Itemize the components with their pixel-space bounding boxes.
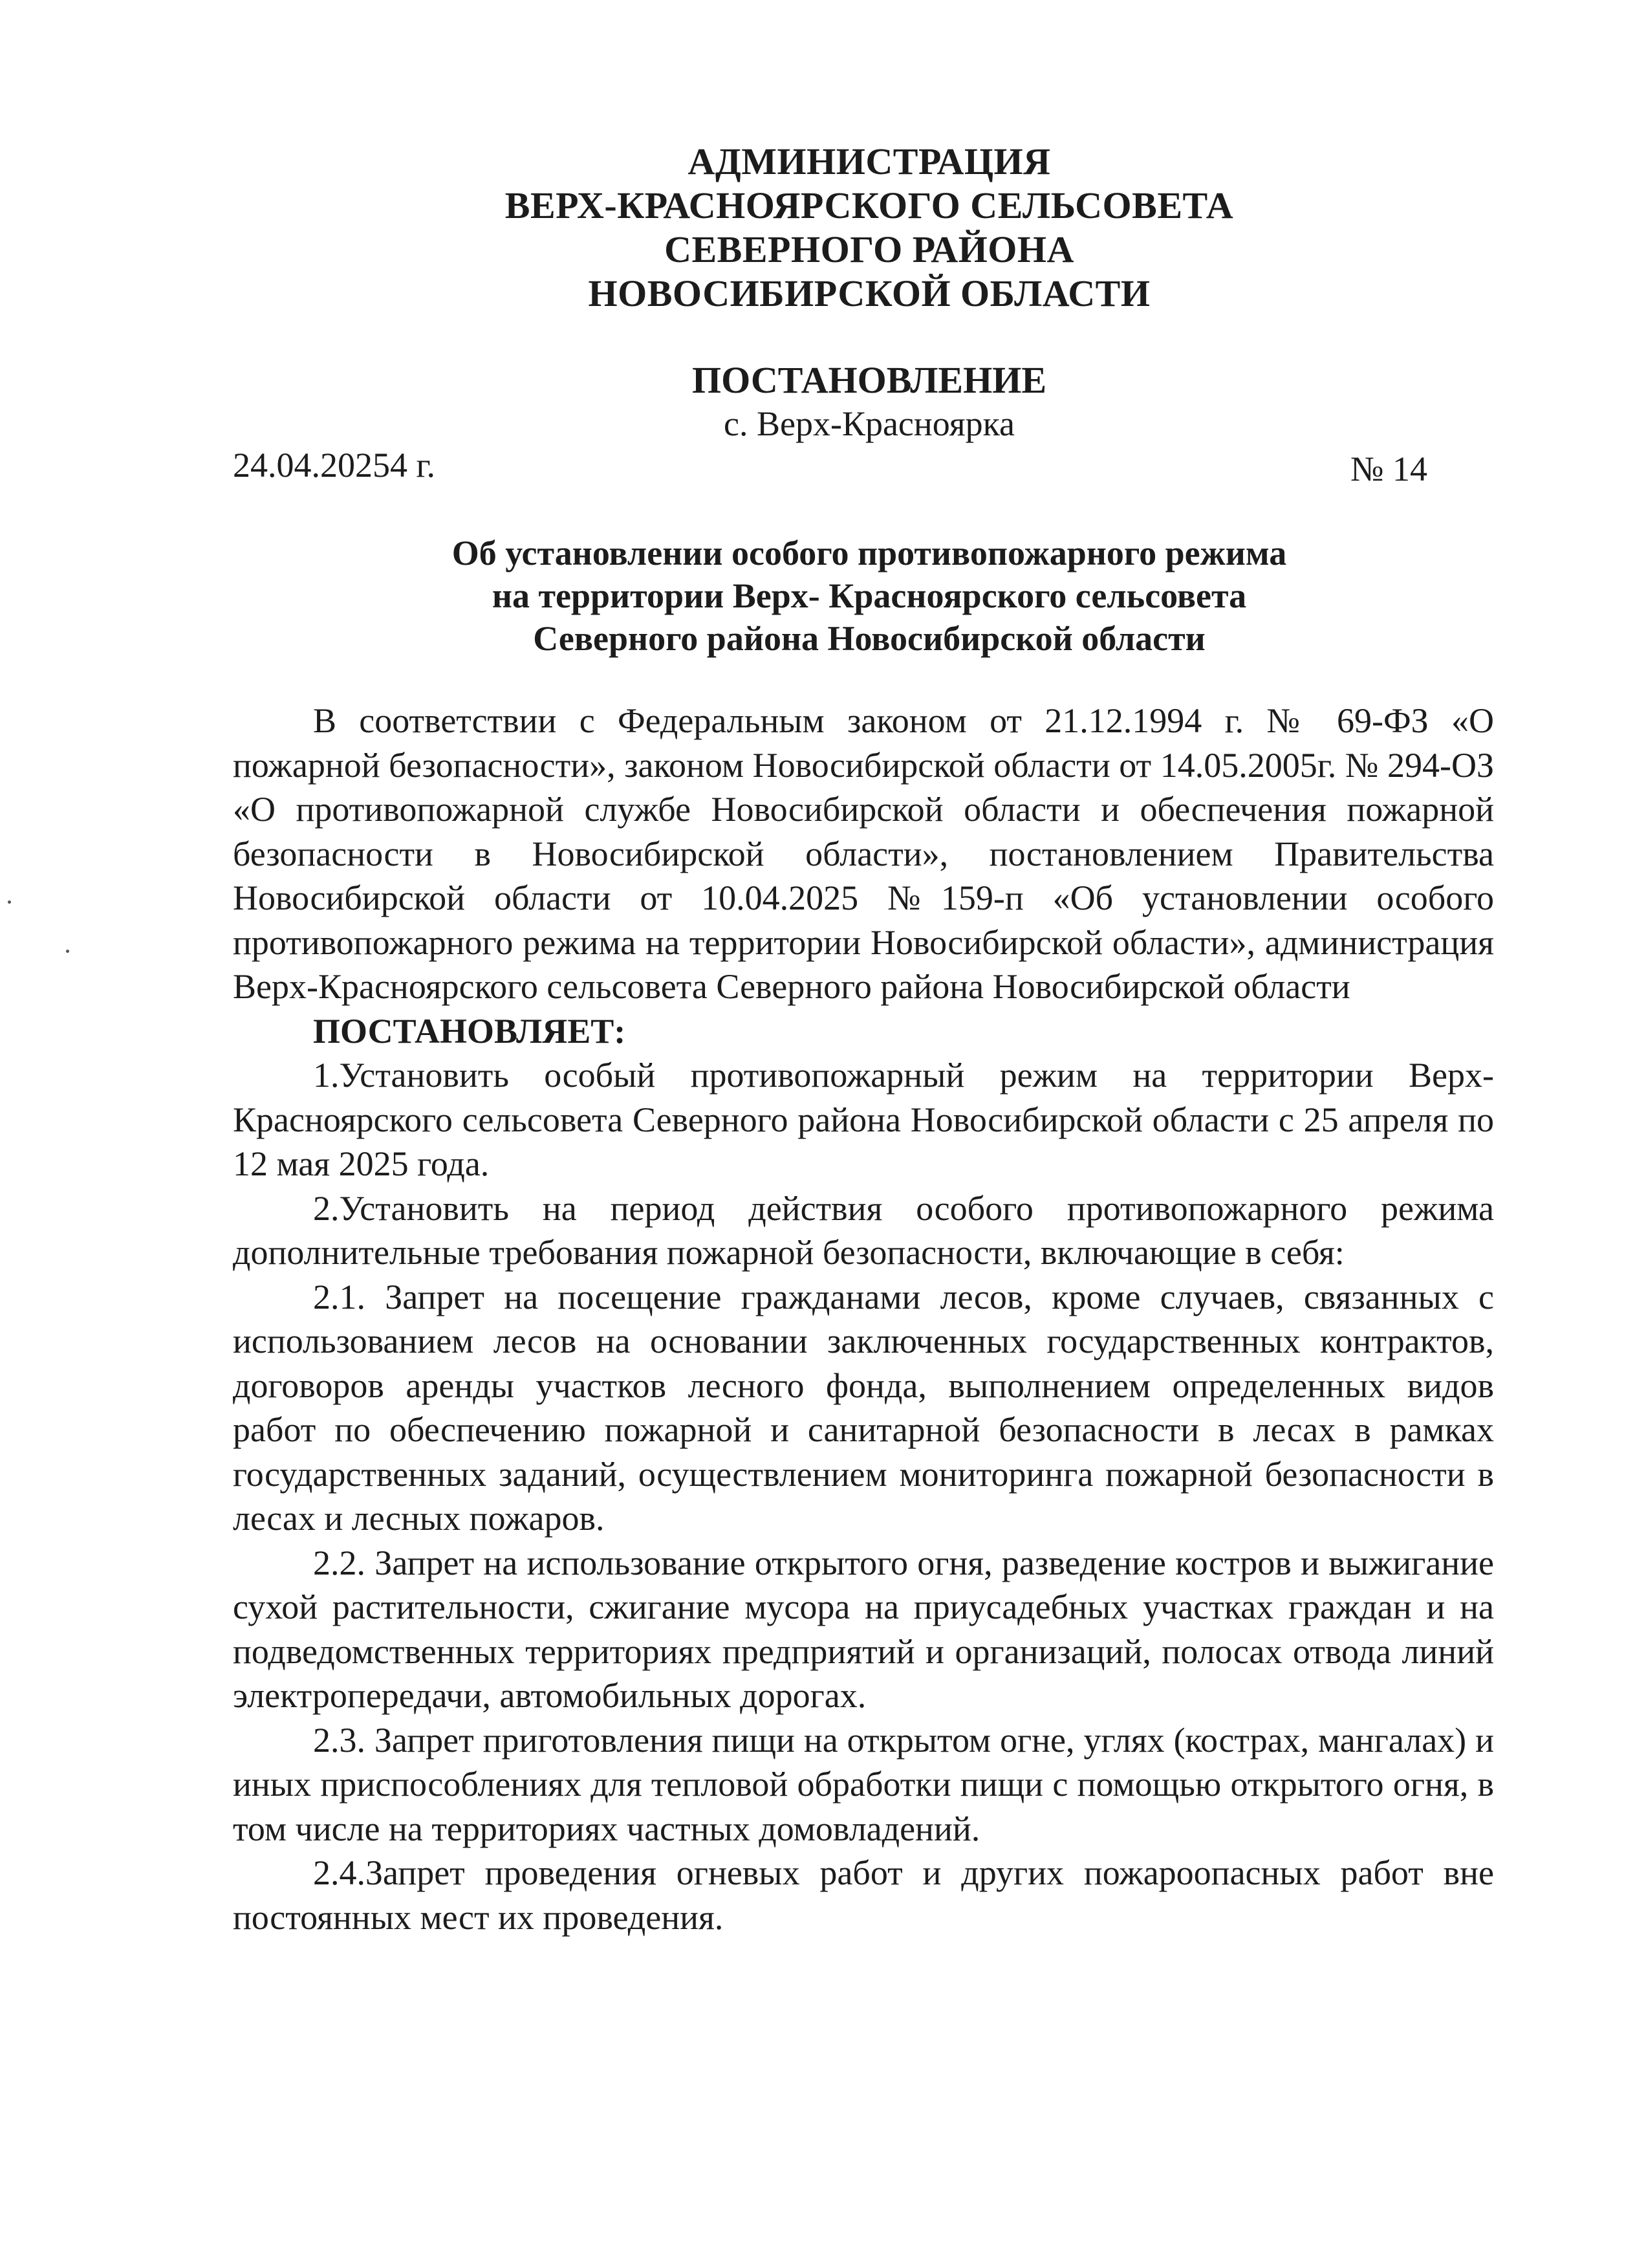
title-line-2: на территории Верх- Красноярского сельсовета <box>492 576 1247 615</box>
header-line-district: СЕВЕРНОГО РАЙОНА <box>664 228 1074 270</box>
title-line-1: Об установлении особого противопожарного режима <box>451 534 1287 572</box>
document-body <box>233 699 1494 1939</box>
document-type-label: ПОСТАНОВЛЕНИЕ <box>691 359 1047 401</box>
title-line-3: Северного района Новосибирской области <box>533 619 1206 658</box>
organization-header <box>0 140 1635 316</box>
header-line-council: ВЕРХ-КРАСНОЯРСКОГО СЕЛЬСОВЕТА <box>504 184 1234 226</box>
item-2-paragraph: 2.Установить на период действия особого противопожарного режима дополнительные требования пожарной безопасности, включающие в себя: <box>233 1188 1494 1272</box>
item-2-3-paragraph: 2.3. Запрет приготовления пищи на открытом огне, углях (кострах, мангалах) и иных приспособлениях для тепловой обработки пищи с помощью открытого огня, в том числе на территориях частных домовладений. <box>233 1720 1494 1848</box>
document-place-label: с. Верх-Красноярка <box>724 404 1015 443</box>
document-place <box>0 402 1635 445</box>
decree-heading: ПОСТАНОВЛЯЕТ: <box>313 1011 626 1051</box>
item-1-paragraph: 1.Установить особый противопожарный режим на территории Верх-Красноярского сельсовета Северного района Новосибирской области с 25 апреля по 12 мая 2025 года. <box>233 1056 1494 1183</box>
scan-speck <box>66 950 69 953</box>
item-2-1-paragraph: 2.1. Запрет на посещение гражданами лесов, кроме случаев, связанных с использованием лесов на основании заключенных государственных контрактов, договоров аренды участков лесного фонда, выполнением определенных видов работ по обеспечению пожарной и санитарной безопасности в лесах в рамках государственных заданий, осуществлением мониторинга пожарной безопасности в лесах и лесных пожаров. <box>233 1277 1494 1538</box>
item-2-2-paragraph: 2.2. Запрет на использование открытого огня, разведение костров и выжигание сухой растительности, сжигание мусора на приусадебных участках граждан и на подведомственных территориях предприятий и организаций, полосах отвода линий электропередачи, автомобильных дорогах. <box>233 1543 1494 1715</box>
header-line-administration: АДМИНИСТРАЦИЯ <box>688 140 1051 182</box>
header-line-region: НОВОСИБИРСКОЙ ОБЛАСТИ <box>588 272 1151 314</box>
document-title <box>0 532 1635 660</box>
document-type <box>0 358 1635 402</box>
document-date: 24.04.20254 г. <box>233 446 436 485</box>
preamble-paragraph: В соответствии с Федеральным законом от 21.12.1994 г. № 69-ФЗ «О пожарной безопасности», законом Новосибирской области от 14.05.2005г. № 294-ОЗ «О противопожарной службе Новосибирской области и обеспечения пожарной безопасности в Новосибирской области», постановлением Правительства Новосибирской области от 10.04.2025 №159-п «Об установлении особого противопожарного режима на территории Новосибирской области», администрация Верх-Красноярского сельсовета Северного района Новосибирской области <box>233 701 1494 1006</box>
item-2-4-paragraph: 2.4.Запрет проведения огневых работ и других пожароопасных работ вне постоянных мест их проведения. <box>233 1853 1494 1937</box>
document-number: № 14 <box>1350 450 1428 488</box>
scan-speck <box>8 900 11 904</box>
